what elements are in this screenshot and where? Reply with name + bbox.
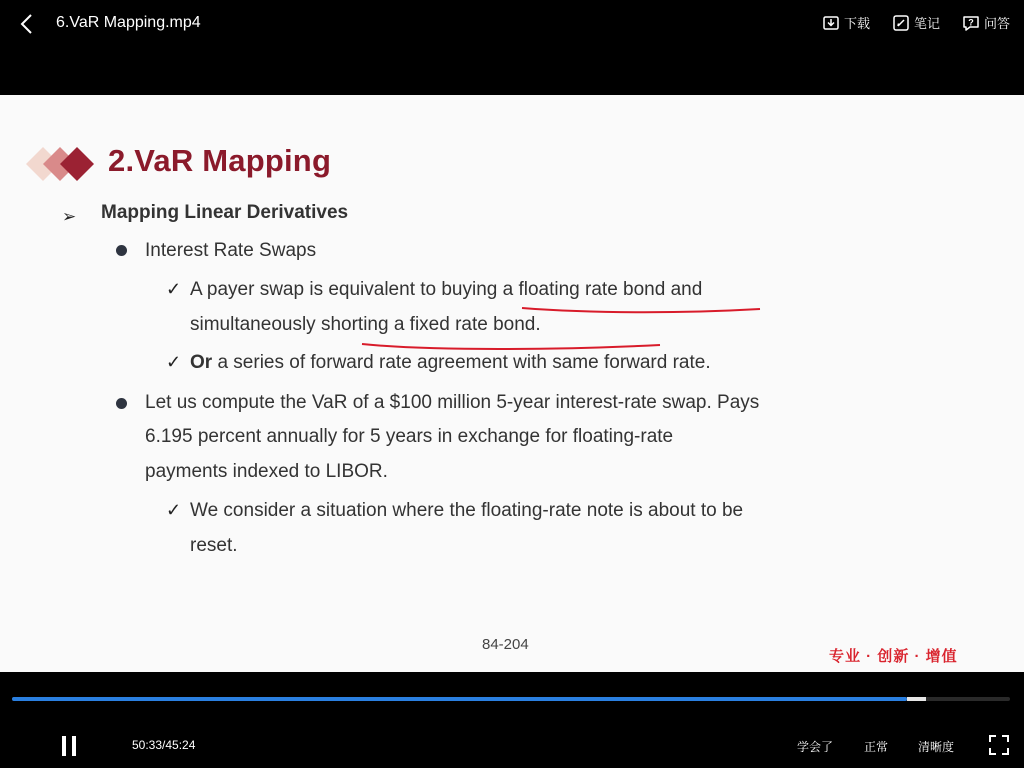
chevron-left-icon [16,12,40,36]
arrow-bullet-icon: ➢ [62,207,77,226]
brand-slogan: 专业 · 创新 · 增值 [829,648,958,665]
pause-icon [72,736,76,756]
pause-button[interactable] [60,736,78,756]
learned-button[interactable]: 学会了 [797,740,834,754]
time-display: 50:33/45:24 [132,738,196,752]
red-underline-annotation [0,95,1024,672]
check2-line [190,352,711,374]
fullscreen-icon[interactable] [989,735,1009,755]
slide-heading: Mapping Linear Derivatives [101,202,349,223]
player-controls [0,672,1024,768]
progress-bar[interactable] [12,697,1010,701]
check1-line2: simultaneously shorting a fixed rate bond. [190,314,541,335]
bullet2-line2: 6.195 percent annually for 5 years in exchange for floating-rate [145,426,674,447]
speed-button[interactable]: 正常 [864,740,889,754]
bullet-dot-icon [116,245,127,256]
checkmark-icon: ✓ [166,279,182,299]
header-actions [822,13,1010,32]
bullet-dot-icon [116,398,127,409]
pause-icon [62,736,66,756]
title-diamond-icon [26,147,102,181]
checkmark-icon: ✓ [166,352,182,372]
quality-button[interactable]: 清晰度 [918,740,955,754]
note-icon [892,14,910,32]
bullet2-line3: payments indexed to LIBOR. [145,461,388,482]
progress-fill [12,697,907,701]
bullet-interest-rate-swaps: Interest Rate Swaps [145,240,317,261]
slide-title: 2.VaR Mapping [108,143,332,178]
check2-bold: Or [190,352,213,373]
bullet2-line1: Let us compute the VaR of a $100 million 5-year interest-rate swap. Pays [145,392,760,413]
qa-label: 问答 [983,16,1010,31]
check3-line1: We consider a situation where the floating-rate note is about to be [190,500,744,521]
note-label: 笔记 [913,16,940,31]
top-bar [0,0,1024,95]
download-button[interactable] [822,13,870,32]
download-label: 下载 [843,16,870,31]
progress-buffer [907,697,926,701]
check3-line2: reset. [190,535,238,556]
download-icon [822,14,840,32]
back-button[interactable] [16,12,40,36]
video-frame[interactable] [0,95,1024,672]
checkmark-icon: ✓ [166,500,182,520]
note-button[interactable] [892,13,940,32]
check1-line1: A payer swap is equivalent to buying a floating rate bond and [190,279,703,300]
check2-rest: a series of forward rate agreement with same forward rate. [212,352,711,373]
video-title: 6.VaR Mapping.mp4 [56,14,201,31]
page-number: 84-204 [482,636,529,653]
qa-button[interactable] [962,13,1010,32]
qa-icon [962,14,980,32]
svg-text:?: ? [968,17,974,27]
